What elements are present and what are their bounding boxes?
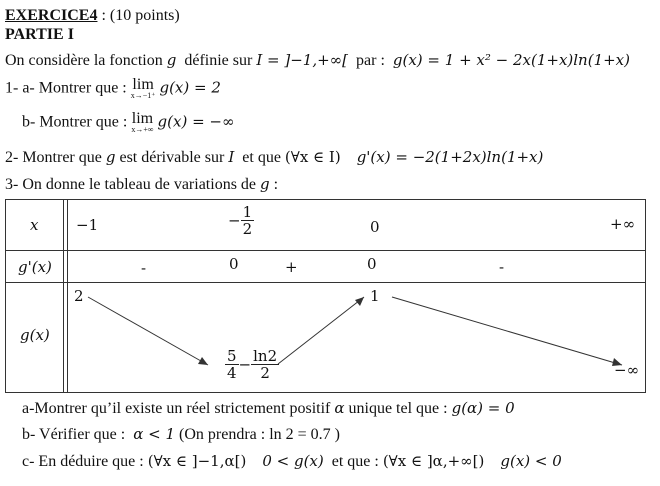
g-value-min [225,348,279,381]
q1a-prefix: 1- a- Montrer que : [5,79,127,97]
q3c-expr-1: 0 < g(x) [262,452,324,470]
arrow-decrease-1 [88,297,208,365]
arrow-decrease-2 [392,297,622,365]
g-min-frac-a [225,348,239,381]
q3c-expr-2: g(x) < 0 [500,452,562,470]
x-half-sign: − [228,211,241,230]
x-half-den: 2 [242,220,253,238]
q1a-expr: g(x) = 2 [159,78,221,97]
x-value-zero: 0 [370,218,380,236]
q3a-alpha: α [334,399,345,417]
q2-text2: est dérivable sur [119,149,225,166]
q1b-lim-word: lim [131,110,154,127]
part-title: PARTIE I [5,26,74,43]
q3-g: g [260,175,270,193]
q3a-expr: g(α) = 0 [451,399,515,417]
q3b-expr: α < 1 [133,425,175,443]
x-value-minus-one: −1 [76,216,99,234]
q3c-and: et que : [331,453,379,470]
q2-text1: 2- Montrer que [5,149,102,166]
question-3a [22,399,515,418]
q2-g: g [105,148,116,166]
intro-text: On considère la fonction [5,52,163,69]
arrow-increase [278,297,364,364]
intro-fname: g [166,51,177,69]
q1a-lim-word: lim [132,76,154,93]
x-half-num: 1 [242,203,253,221]
g-min-b-den: 2 [260,364,270,382]
q3b-note: (On prendra : ln 2 = 0.7 ) [179,426,340,443]
q2-text3: et que [242,149,281,166]
q3-text: 3- On donne le tableau de variations de [5,176,257,193]
deriv-sign-2: + [285,258,298,276]
x-half-fraction [241,204,255,237]
q3a-text2: unique tel que : [348,400,448,417]
q1a-lim-sub: x→−1⁺ [130,91,156,100]
g-value-max: 1 [370,287,380,305]
g-min-frac-b [251,348,279,381]
question-3b [22,425,340,444]
arrowhead-2 [355,297,364,306]
q3c-quant-2: (∀x ∈ ]α,+∞[) [382,452,485,470]
q2-deriv: g'(x) = −2(1+2x)ln(1+x) [356,148,544,166]
table-border [6,200,646,393]
g-value-start: 2 [74,287,84,305]
q3a-text: a-Montrer qu’il existe un réel strictement positif [22,400,331,417]
x-value-plus-inf: +∞ [610,215,636,233]
row-label-deriv: g'(x) [18,258,52,276]
g-min-a-num: 5 [227,347,237,365]
q3c-text: c- En déduire que : [22,453,144,470]
intro-domain: I = ]−1,+∞[ [256,51,349,69]
q3b-text: b- Vérifier que : [22,426,126,443]
q2-I: I [228,148,235,166]
g-value-end: −∞ [614,361,640,379]
q1b-expr: g(x) = −∞ [157,112,235,131]
question-3c [22,452,562,471]
g-min-minus: − [238,355,252,374]
deriv-zero-1: 0 [229,255,239,273]
intro-formula: g(x) = 1 + x² − 2x(1+x)ln(1+x) [392,51,630,69]
q1b-lim-sub: x→+∞ [131,125,154,134]
deriv-zero-2: 0 [367,255,377,273]
q1b-prefix: b- Montrer que : [22,113,128,131]
deriv-sign-1: - [141,259,147,277]
q3-colon: : [273,176,279,193]
x-value-minus-half [228,204,254,237]
g-min-a-den: 4 [227,364,237,382]
intro-defined: définie sur [184,52,253,69]
exercise-title: EXERCICE4 [5,7,98,24]
exercise-points: : (10 points) [97,7,180,24]
intro-par: par : [356,52,385,69]
q2-quant: (∀x ∈ I) [284,148,341,166]
q3c-quant-1: (∀x ∈ ]−1,α[) [147,452,247,470]
deriv-sign-3: - [499,258,505,276]
row-label-x: x [30,216,39,234]
arrowhead-1 [198,357,208,365]
row-label-g: g(x) [20,326,50,344]
g-min-b-num: ln2 [253,347,278,365]
